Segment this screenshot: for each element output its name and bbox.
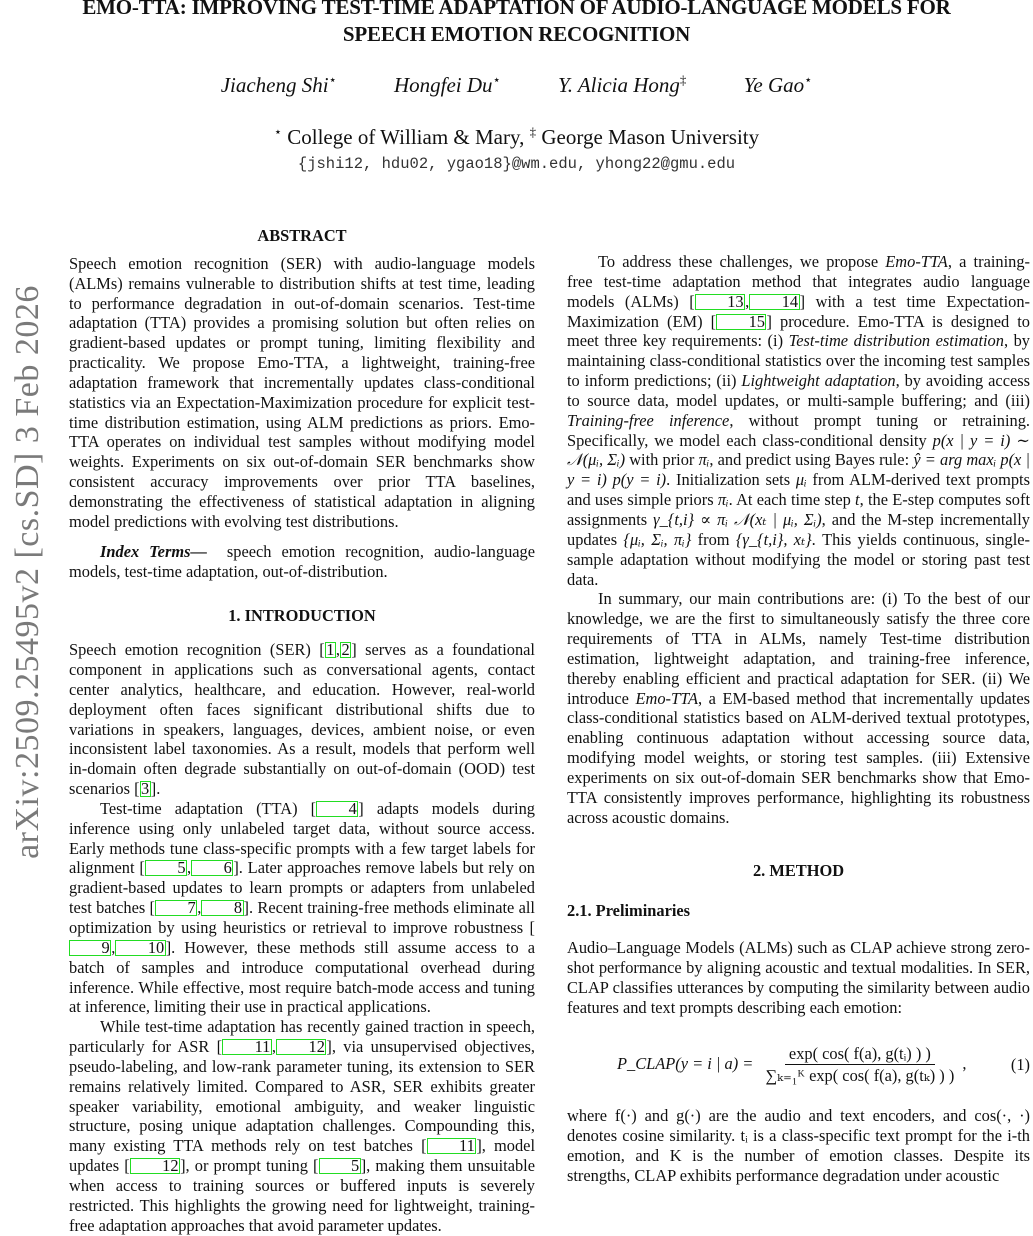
paper-title: [0, 0, 1033, 48]
math-inline: μᵢ: [795, 470, 807, 490]
method-heading: 2. METHOD: [752, 861, 845, 881]
author: Jiacheng Shi⋆: [220, 72, 337, 97]
citation-link[interactable]: 7: [155, 900, 197, 916]
title-line-2: SPEECH EMOTION RECOGNITION: [342, 22, 691, 46]
citation-link[interactable]: 15: [716, 314, 766, 330]
equation-number: (1): [1010, 1054, 1030, 1074]
citation-link[interactable]: 12: [276, 1039, 326, 1055]
abstract-heading: ABSTRACT: [257, 226, 347, 245]
method-name: Emo-TTA: [885, 252, 948, 271]
citation-link[interactable]: 5: [319, 1158, 361, 1174]
index-terms: [69, 542, 535, 582]
method-paragraph-1: Audio–Language Models (ALMs) such as CLAP achieve strong zero-shot performance by aligning acoustic and textual modalities. In SER, CLAP classifies utterances by computing the similarity between audio features and text prompts describing each emotion:: [567, 938, 1030, 1017]
right-column: [567, 212, 1030, 1186]
citation-link[interactable]: 3: [141, 779, 150, 799]
intro-paragraph-4: To address these challenges, we propose Emo-TTA, a training-free test-time adaptation method that integrates audio language models (ALMs) [ 13, 14] with a test time Expectation-Maximization (EM) [ 15] procedure. Emo-TTA is designed to meet three key requirements: (i) Test-time distribution estimation, by maintaining class-conditional statistics over the incoming test samples to inform predictions; (ii) Lightweight adaptation, by avoiding access to source data, model updates, or multi-sample buffering; and (iii) Training-free inference, without prompt tuning or retraining. Specifically, we model each class-conditional density p(x | y = i) ∼ 𝒩(μᵢ, Σᵢ) with prior πᵢ, and predict using Bayes rule: ŷ = arg maxᵢ p(x | y = i) p(y = i). Initialization sets μᵢ from ALM-derived text prompts and uses simple priors πᵢ. At each time step t, the E-step computes soft assignments γ_{t,i} ∝ πᵢ 𝒩(xₜ | μᵢ, Σᵢ), and the M-step incrementally updates {μᵢ, Σᵢ, πᵢ} from {γ_{t,i}, xₜ}. This yields continuous, single-sample adaptation without modifying the model or storing past test data.: [567, 252, 1031, 589]
citation-link[interactable]: 13: [695, 294, 745, 310]
math-inline: γ_{t,i} ∝ πᵢ 𝒩(xₜ | μᵢ, Σᵢ): [653, 509, 822, 529]
citation-link[interactable]: 14: [749, 294, 799, 310]
equation-fraction: [761, 1044, 958, 1087]
citation-link[interactable]: 11: [427, 1138, 477, 1154]
method-name: Emo-TTA: [635, 688, 698, 708]
citation-link[interactable]: 6: [191, 860, 233, 876]
equation-lhs: P_CLAP(y = i | a) =: [617, 1053, 754, 1073]
introduction-heading: 1. INTRODUCTION: [228, 606, 376, 626]
affiliations: ⋆ College of William & Mary, ‡ George Mason University: [273, 124, 760, 149]
citation-link[interactable]: 5: [145, 860, 187, 876]
equation-1: [567, 1044, 1030, 1087]
intro-paragraph-5: In summary, our main contributions are: (i) To the best of our knowledge, we are the first to simultaneously satisfy the three core requirements of TTA in ALMs, namely Test-time distribution estimation, lightweight adaptation, and training-free inference, thereby enabling efficient and practical adaptation for SER. (ii) We introduce Emo-TTA, a EM-based method that incrementally updates class-conditional statistics based on ALM-derived textual prototypes, enabling continuous adaptation without accessing source data, modifying model weights, or storing test samples. (iii) Extensive experiments on six out-of-domain SER benchmarks show that Emo-TTA consistently improves performance, highlighting its robustness across acoustic domains.: [567, 589, 1030, 827]
preliminaries-heading: 2.1. Preliminaries: [567, 901, 691, 921]
citation-link[interactable]: 9: [69, 940, 111, 956]
intro-paragraph-1: Speech emotion recognition (SER) [1,2] serves as a foundational component in applications such as conversational agents, contact center analytics, healthcare, and education. However, real-world deployment often faces significant distributional shifts due to variations in speakers, languages, devices, ambient noise, or even inconsistent label taxonomies. As a result, models that perform well in-domain often degrade substantially on out-of-domain (OOD) test scenarios [3].: [69, 640, 535, 799]
author: Ye Gao⋆: [743, 72, 813, 97]
math-inline: p(x | y = i) ∼ 𝒩(μᵢ, Σᵢ): [567, 430, 1030, 470]
citation-link[interactable]: 11: [222, 1039, 272, 1055]
equation-body: P_CLAP(y = i | a) = $\frac{\text{exp( cos( f(a), g(tᵢ) ) )}}{\text{∑ₖ₌₁ᴷ exp( cos( f(a), g(tₖ) ) )}}$ ,: [617, 1043, 967, 1086]
math-inline: ŷ = arg maxᵢ p(x | y = i) p(y = i): [567, 450, 1031, 490]
math-inline: πᵢ: [717, 490, 729, 510]
intro-paragraph-2: Test-time adaptation (TTA) [ 4] adapts models during inference using only unlabeled target data, without source access. Early methods tune class-specific prompts with a few target labels for alignment [ 5, 6]. Later approaches remove labels but rely on gradient-based updates to learn prompts or adapters from unlabeled test batches [ 7, 8]. Recent training-free methods eliminate all optimization by using heuristics or retrieval to improve robustness [9, 10]. However, these methods still assume access to a batch of samples and introduce computational overhead during inference. While effective, most require batch-mode access and tuning at inference, limiting their use in practical applications.: [69, 798, 535, 1017]
equation-denominator: ∑ₖ₌₁ᴷ exp( cos( f(a), g(tₖ) ) ): [765, 1066, 955, 1086]
author: Y. Alicia Hong‡: [557, 72, 687, 97]
math-inline: t: [855, 490, 860, 510]
method-paragraph-2: where f(·) and g(·) are the audio and text encoders, and cos(·, ·) denotes cosine similarity. tᵢ is a class-specific text prompt for the i-th emotion, and K is the number of emotion classes. Despite its strengths, CLAP exhibits performance degradation under acoustic: [567, 1106, 1030, 1185]
citation-link[interactable]: 4: [316, 801, 358, 817]
math-inline: {μᵢ, Σᵢ, πᵢ}: [623, 529, 692, 549]
intro-paragraph-3: While test-time adaptation has recently gained traction in speech, particularly for ASR [ 11, 12], via unsupervised objectives, pseudo-labeling, and low-rank parameter tuning, its extension to SER remains relatively limited. Compared to ASR, SER exhibits greater speaker variability, emotional ambiguity, and weaker linguistic structure, posing unique adaptation challenges. Compounding this, many existing TTA methods rely on test batches [ 11], model updates [ 12], or prompt tuning [ 5], making them unsuitable when access to training sources or buffered inputs is severely restricted. This highlights the growing need for lightweight, training-free adaptation approaches that avoid parameter updates.: [69, 1017, 536, 1235]
citation-link[interactable]: 10: [115, 940, 165, 956]
abstract-text: Speech emotion recognition (SER) with audio-language models (ALMs) remains vulnerable to distribution shifts at test time, leading to performance degradation in out-of-domain scenarios. Test-time adaptation (TTA) provides a promising solution but often relies on gradient-based updates or prompt tuning, limiting flexibility and practicality. We propose Emo-TTA, a lightweight, training-free adaptation framework that incrementally updates class-conditional statistics via an Expectation-Maximization procedure for explicit test-time distribution estimation, using ALM predictions as priors. Emo-TTA operates on individual test samples without modifying model weights. Experiments on six out-of-domain SER benchmarks show consistent accuracy improvements over prior TTA baselines, demonstrating the effectiveness of statistical adaptation in aligning model predictions with evolving test distributions.: [69, 253, 535, 531]
title-line-1: EMO-TTA: IMPROVING TEST-TIME ADAPTATION OF AUDIO-LANGUAGE MODELS FOR: [82, 0, 951, 19]
author-list: [0, 72, 1033, 98]
equation-numerator: exp( cos( f(a), g(tᵢ) ) ): [785, 1044, 935, 1066]
math-inline: πᵢ: [698, 450, 710, 470]
citation-link[interactable]: 1: [326, 640, 335, 660]
citation-link[interactable]: 12: [130, 1158, 180, 1174]
citation-link[interactable]: 2: [341, 640, 350, 660]
index-terms-label: Index Terms—: [100, 541, 207, 561]
left-column: [69, 226, 535, 1236]
citation-link[interactable]: 8: [201, 900, 243, 916]
author: Hongfei Du⋆: [393, 72, 501, 97]
arxiv-watermark[interactable]: arXiv:2509.25495v2 [cs.SD] 3 Feb 2026: [9, 285, 46, 859]
author-emails: {jshi12, hdu02, ygao18}@wm.edu, yhong22@gmu.edu: [297, 155, 736, 173]
index-terms-text: speech emotion recognition, audio-language models, test-time adaptation, out-of-distribution.: [69, 541, 536, 581]
math-inline: {γ_{t,i}, xₜ}: [735, 529, 812, 549]
